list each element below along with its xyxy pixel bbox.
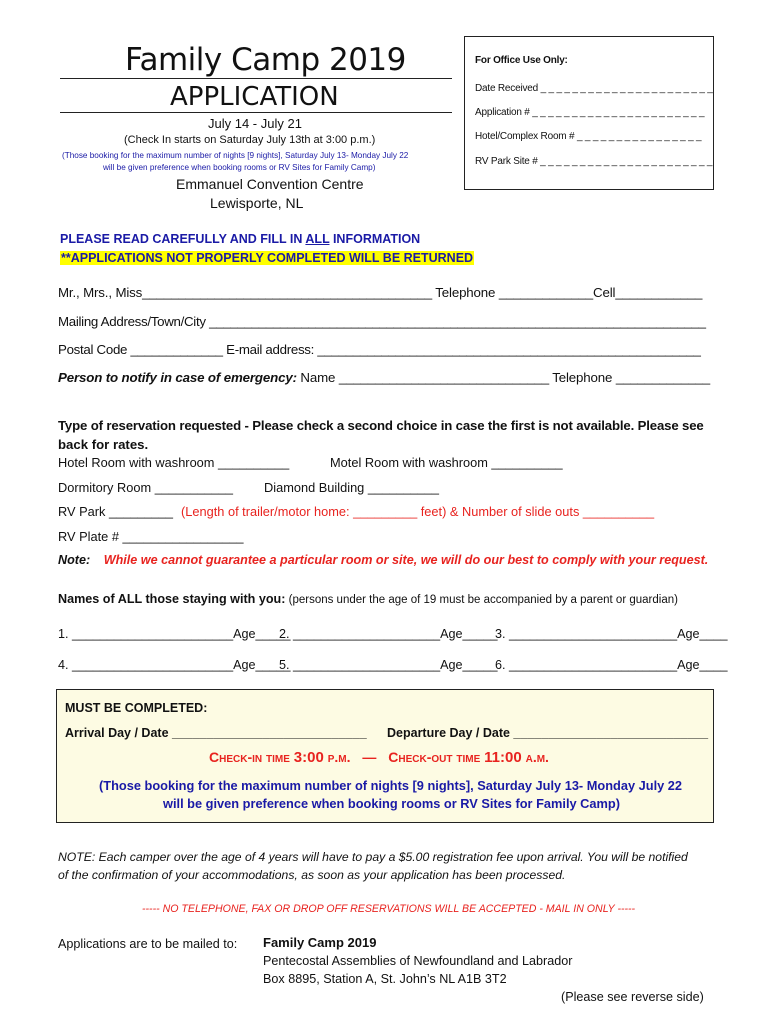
mail-only-notice: ----- NO TELEPHONE, FAX OR DROP OFF RESERVATIONS WILL BE ACCEPTED - MAIL IN ONLY -----	[142, 903, 636, 915]
time-dash: —	[362, 749, 377, 765]
must-complete-heading: MUST BE COMPLETED:	[65, 701, 208, 715]
names-heading-label: Names of ALL those staying with you:	[58, 592, 286, 606]
box-preference-line1: (Those booking for the maximum number of nights [9 nights], Saturday July 13- Monday July 22	[99, 778, 683, 793]
box-preference-line2: will be given preference when booking rooms or RV Sites for Family Camp)	[163, 796, 620, 811]
office-hotel-room[interactable]: Hotel/Complex Room # _ _ _ _ _ _ _ _ _ _ _ _ _ _ _ _	[475, 131, 702, 142]
mail-to-address: Box 8895, Station A, St. John’s NL A1B 3T2	[263, 972, 507, 986]
rv-park-option[interactable]: RV Park _________	[58, 504, 174, 519]
checkout-am: a.m.	[525, 749, 549, 765]
instructions-post: INFORMATION	[329, 232, 421, 246]
must-complete-box	[56, 689, 714, 823]
guest-field-2[interactable]: 2. _____________________Age_____	[279, 627, 498, 641]
rv-details-field[interactable]: (Length of trailer/motor home: _________ feet) & Number of slide outs __________	[181, 504, 655, 519]
office-application-number[interactable]: Application # _ _ _ _ _ _ _ _ _ _ _ _ _ _ _ _ _ _ _ _ _ _	[475, 107, 705, 118]
guest-field-4[interactable]: 4. _______________________Age_____	[58, 658, 291, 672]
dormitory-room-option[interactable]: Dormitory Room ___________	[58, 480, 233, 495]
motel-room-option[interactable]: Motel Room with washroom __________	[330, 455, 563, 470]
mail-to-name: Family Camp 2019	[263, 935, 377, 950]
guest-field-5[interactable]: 5. _____________________Age_____	[279, 658, 498, 672]
emergency-fields: Name _____________________________ Telephone _____________	[296, 370, 711, 385]
arrival-date-field[interactable]: Arrival Day / Date ____________________________	[65, 726, 367, 740]
office-heading: For Office Use Only:	[475, 55, 568, 66]
rv-plate-field[interactable]: RV Plate # _________________	[58, 529, 244, 544]
reservation-heading-line1: Type of reservation requested - Please check a second choice in case the first is not available. Please see	[58, 418, 704, 433]
camp-dates: July 14 - July 21	[208, 116, 302, 131]
postal-email-field[interactable]: Postal Code _____________ E-mail address: ______________________________________________________	[58, 342, 701, 357]
checkin-pm: p.m.	[327, 749, 351, 765]
office-date-received[interactable]: Date Received _ _ _ _ _ _ _ _ _ _ _ _ _ _ _ _ _ _ _ _ _ _	[475, 83, 713, 94]
departure-date-field[interactable]: Departure Day / Date ____________________________	[387, 726, 709, 740]
header-preference-line1: (Those booking for the maximum number of nights [9 nights], Saturday July 13- Monday July 22	[62, 151, 409, 160]
guest-field-3[interactable]: 3. ________________________Age____	[495, 627, 728, 641]
venue-location: Lewisporte, NL	[210, 195, 304, 211]
guest-field-6[interactable]: 6. ________________________Age____	[495, 658, 728, 672]
reverse-side-note: (Please see reverse side)	[561, 990, 704, 1004]
reservation-note	[58, 553, 708, 567]
office-rv-site[interactable]: RV Park Site # _ _ _ _ _ _ _ _ _ _ _ _ _ _ _ _ _ _ _ _ _ _	[475, 156, 713, 167]
checkout-label: Check-out time	[388, 749, 481, 765]
checkin-time: 3:00	[293, 749, 324, 766]
checkin-note: (Check In starts on Saturday July 13th at 3:00 p.m.)	[124, 134, 376, 146]
fee-note-line1: NOTE: Each camper over the age of 4 years will have to pay a $5.00 registration fee upon arrival. You will be notified	[58, 850, 688, 864]
checkout-time: 11:00	[484, 749, 522, 766]
hotel-room-option[interactable]: Hotel Room with washroom __________	[58, 455, 290, 470]
venue-name: Emmanuel Convention Centre	[176, 176, 364, 192]
checkin-label: Check-in time	[209, 749, 290, 765]
form-title: Family Camp 2019	[125, 42, 406, 78]
instructions-pre: PLEASE READ CAREFULLY AND FILL IN	[60, 232, 306, 246]
emergency-label: Person to notify in case of emergency:	[58, 370, 297, 385]
header-preference-line2: will be given preference when booking rooms or RV Sites for Family Camp)	[103, 163, 376, 172]
checkin-checkout-times	[209, 749, 549, 766]
instructions-line1	[60, 232, 420, 246]
names-heading	[58, 592, 678, 606]
subtitle-rule	[60, 112, 452, 113]
name-phone-field[interactable]: Mr., Mrs., Miss________________________________________ Telephone _____________Cell____________	[58, 285, 703, 300]
office-use-box	[464, 36, 714, 190]
form-subtitle: APPLICATION	[170, 82, 339, 112]
mailing-address-field[interactable]: Mailing Address/Town/City ______________________________________________________________________	[58, 314, 706, 329]
mail-to-organization: Pentecostal Assemblies of Newfoundland and Labrador	[263, 954, 573, 968]
instructions-all: ALL	[305, 232, 330, 246]
note-text: While we cannot guarantee a particular room or site, we will do our best to comply with your request.	[103, 553, 709, 567]
mail-to-label: Applications are to be mailed to:	[58, 937, 238, 951]
names-heading-note: (persons under the age of 19 must be accompanied by a parent or guardian)	[285, 594, 678, 606]
guest-field-1[interactable]: 1. _______________________Age_____	[58, 627, 291, 641]
title-rule	[60, 78, 452, 79]
note-label: Note:	[58, 553, 91, 567]
diamond-building-option[interactable]: Diamond Building __________	[264, 480, 440, 495]
instructions-line2: **APPLICATIONS NOT PROPERLY COMPLETED WILL BE RETURNED	[61, 251, 474, 265]
fee-note-line2: of the confirmation of your accommodations, as soon as your application has been processed.	[58, 868, 566, 882]
reservation-heading-line2: back for rates.	[58, 437, 149, 452]
emergency-contact-field[interactable]	[58, 370, 710, 385]
